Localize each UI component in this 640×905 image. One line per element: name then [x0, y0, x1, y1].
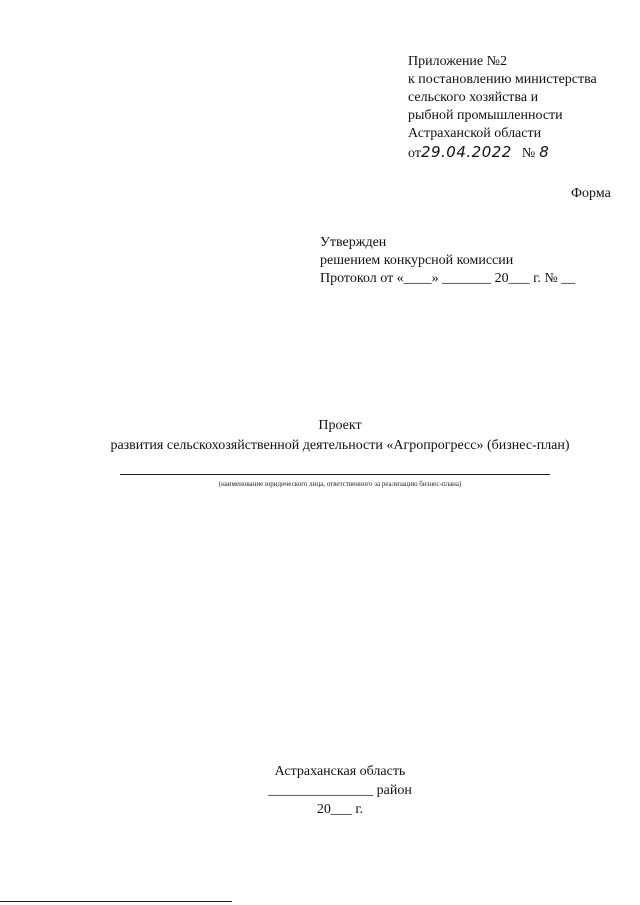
organization-caption: (наименование юридического лица, ответственного за реализацию бизнес-плана) [218, 480, 462, 488]
form-label: Форма [571, 186, 611, 201]
date-prefix: от [408, 146, 421, 161]
number-prefix: № [521, 146, 536, 161]
approval-block [320, 234, 575, 288]
appendix-line: Астраханской области [408, 126, 542, 141]
project-title-block [60, 416, 620, 456]
appendix-date-line [408, 143, 597, 163]
project-subtitle: развития сельскохозяйственной деятельности «Агропрогресс» (бизнес-план) [110, 438, 570, 453]
footer-district: _______________ район [268, 783, 412, 798]
appendix-line: к постановлению министерства [408, 72, 597, 87]
appendix-title: Приложение №2 [408, 54, 507, 69]
footnote-separator [0, 901, 232, 902]
approved-commission: решением конкурсной комиссии [320, 253, 514, 268]
handwritten-number: 8 [539, 143, 550, 161]
project-title: Проект [318, 418, 362, 433]
appendix-line: рыбной промышленности [408, 108, 563, 123]
footer-block [240, 762, 440, 819]
approved-heading: Утвержден [320, 235, 387, 250]
footer-region: Астраханская область [274, 764, 406, 779]
organization-name-line [120, 474, 550, 475]
appendix-block [408, 53, 597, 163]
appendix-line: сельского хозяйства и [408, 90, 539, 105]
footer-year: 20___ г. [316, 802, 364, 817]
handwritten-date: 29.04.2022 [420, 143, 512, 161]
approved-protocol: Протокол от «____» _______ 20___ г. № __ [320, 271, 576, 286]
